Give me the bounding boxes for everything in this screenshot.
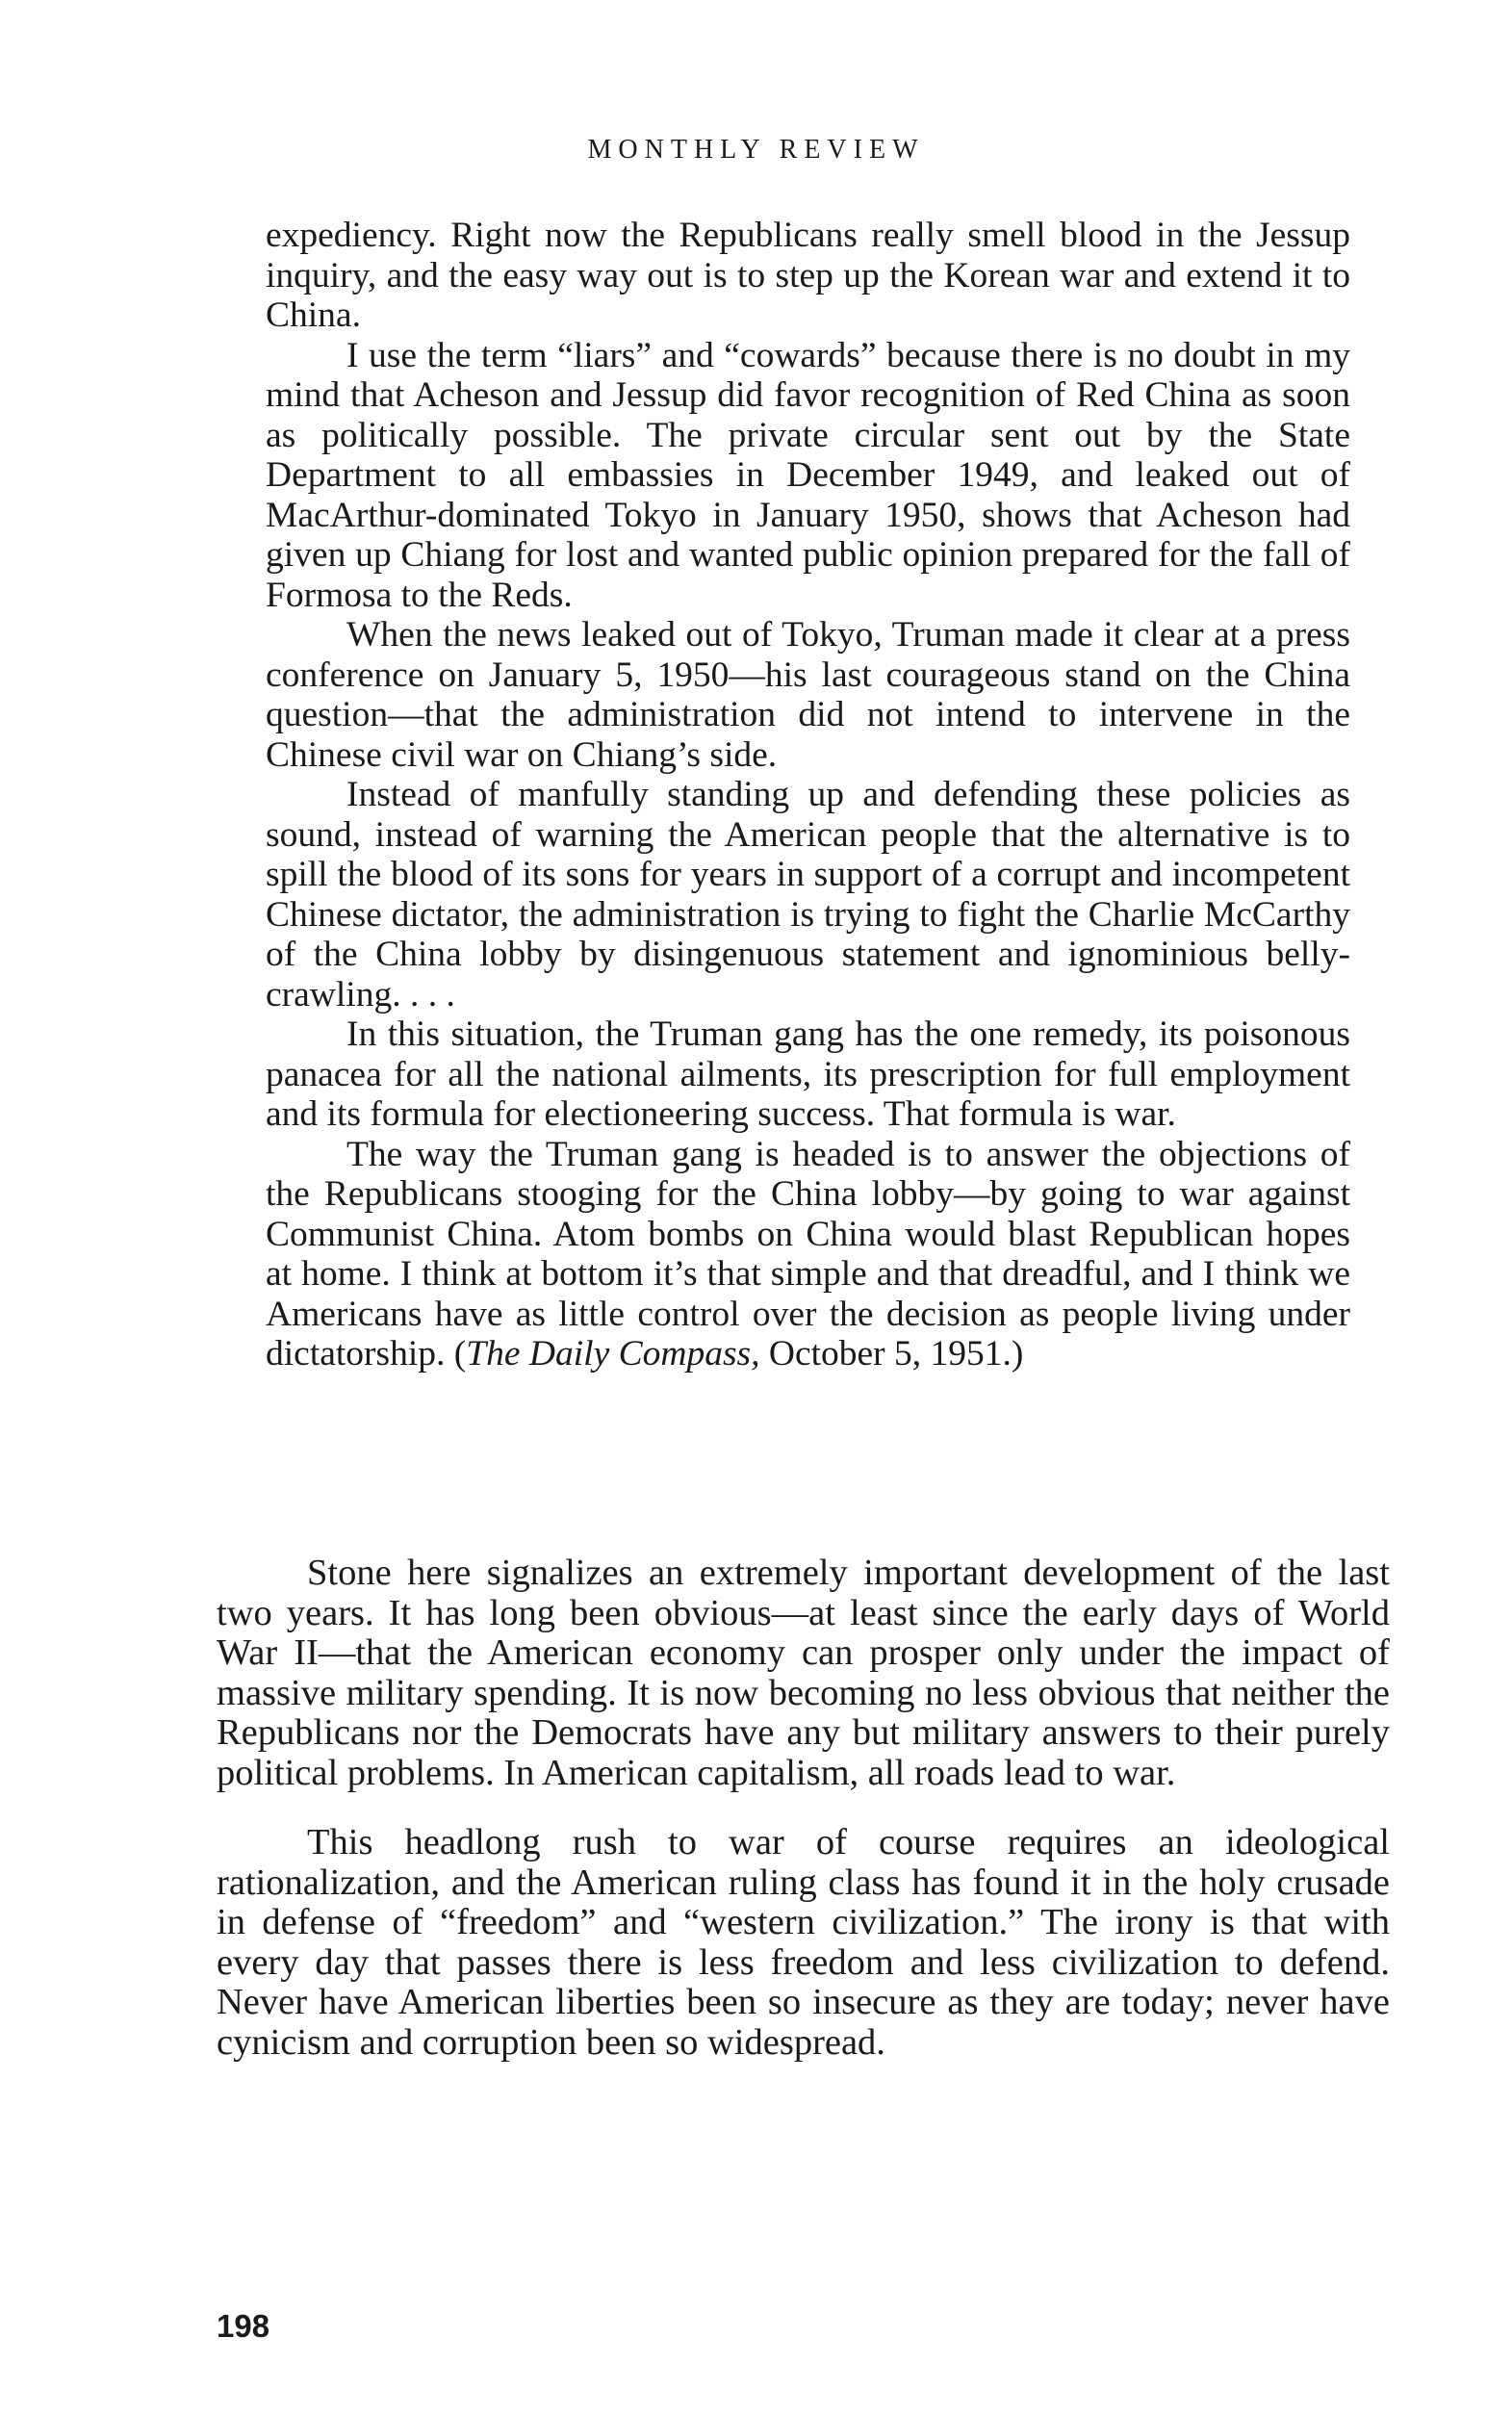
body-paragraph: This headlong rush to war of course requires an ideological rationalization, and the American ruling class has found it in the holy crusade in defense of “freedom” and “western civilization.” The irony is that with every day that passes there is less freedom and less civilization to defend. Never have American liberties been so insecure as they are today; never have cynicism and corruption been so widespread. [217,1822,1390,2063]
quote-paragraph: Instead of manfully standing up and defending these policies as sound, instead of warning the American people that the alternative is to spill the blood of its sons for years in support of a corrupt and incompetent Chinese dictator, the administration is trying to fight the Charlie McCarthy of the China lobby by disingenuous statement and ignominious belly-crawling. . . . [266,775,1350,1014]
body-text [217,1554,1390,2093]
quote-paragraph: In this situation, the Truman gang has the one remedy, its poisonous panacea for all the national ailments, its prescription for full employment and its formula for electioneering success. That formula is war. [266,1014,1350,1134]
citation-source: The Daily Compass, [466,1334,760,1374]
quote-paragraph: When the news leaked out of Tokyo, Truman made it clear at a press conference on January 5, 1950—his last courageous stand on the China question—that the administration did not intend to intervene in the Chinese civil war on Chiang’s side. [266,615,1350,775]
running-head: MONTHLY REVIEW [587,135,925,165]
body-paragraph: Stone here signalizes an extremely important development of the last two years. It has long been obvious—at least since the early days of World War II—that the American economy can prosper only under the impact of massive military spending. It is now becoming no less obvious that neither the Republicans nor the Democrats have any but military answers to their purely political problems. In American capitalism, all roads lead to war. [217,1553,1390,1793]
quote-last-text: The way the Truman gang is headed is to answer the objections of the Republicans stooging for the China lobby—by going to war against Communist China. Atom bombs on China would blast Republican hopes at home. I think at bottom it’s that simple and that dreadful, and I think we Americans have as little control over the decision as people living under dictatorship. [266,1134,1350,1374]
citation-open: ( [453,1334,467,1374]
citation-date: October 5, 1951.) [768,1334,1024,1374]
quote-paragraph-last [266,1135,1350,1374]
quote-paragraph: I use the term “liars” and “cowards” because there is no doubt in my mind that Acheson and Jessup did favor recognition of Red China as soon as politically possible. The private circular sent out by the State Department to all embassies in December 1949, and leaked out of MacArthur-dominated Tokyo in January 1950, shows that Acheson had given up Chiang for lost and wanted public opinion prepared for the fall of Formosa to the Reds. [266,335,1350,615]
page-number: 198 [217,2308,270,2344]
block-quote [266,216,1350,1374]
quote-paragraph: expediency. Right now the Republicans really smell blood in the Jessup inquiry, and the easy way out is to step up the Korean war and extend it to China. [266,216,1350,335]
